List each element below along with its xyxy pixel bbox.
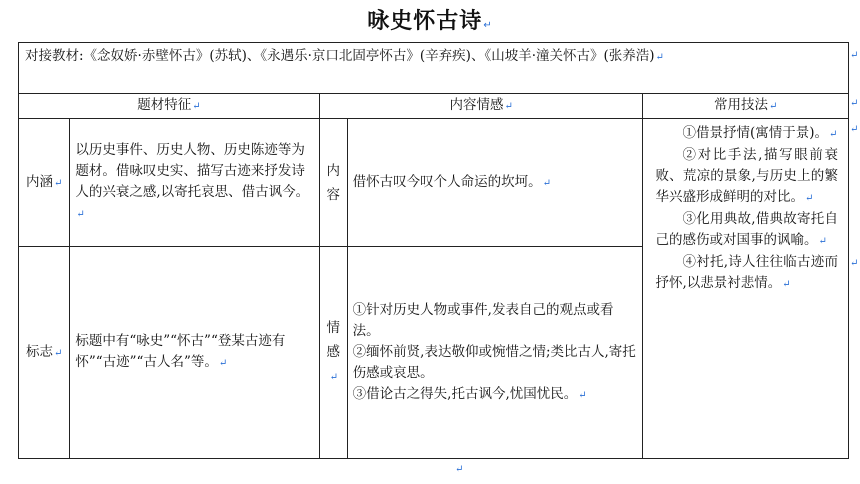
paragraph-mark-icon: ↵ [53, 347, 63, 359]
paragraph-mark-icon: ↵ [542, 177, 552, 189]
end-paragraph-mark-icon: ↵ [455, 464, 464, 475]
paragraph-mark-icon: ↵ [804, 193, 814, 204]
content-text: 借怀古叹今叹个人命运的坎坷。↵ [347, 119, 643, 247]
row-end-mark-icon: ↵ [850, 50, 859, 61]
sign-text: 标题中有“咏史”“怀古”“登某古迹有怀”“古迹”“古人名”等。↵ [70, 247, 320, 459]
row-end-mark-icon: ↵ [850, 98, 859, 109]
paragraph-mark-icon: ↵ [504, 101, 513, 112]
paragraph-mark-icon: ↵ [782, 279, 791, 290]
emotion-item: ③借论古之得失,托古讽今,忧国忧民。↵ [352, 385, 587, 402]
paragraph-mark-icon: ↵ [578, 389, 587, 401]
paragraph-mark-icon: ↵ [829, 129, 838, 140]
row-end-mark-icon: ↵ [850, 258, 859, 269]
paragraph-mark-icon: ↵ [818, 236, 827, 247]
poetry-table [18, 42, 849, 459]
paragraph-mark-icon: ↵ [53, 177, 63, 189]
technique-item: ③化用典故,借典故寄托自己的感伤或对国事的讽喻。↵ [655, 211, 838, 248]
paragraph-mark-icon: ↵ [483, 20, 493, 31]
header-techniques: 常用技法↵ [643, 94, 849, 119]
row-end-mark-icon: ↵ [850, 124, 859, 135]
textbook-intro-cell: 对接教材:《念奴娇·赤壁怀古》(苏轼)、《永遇乐·京口北固亭怀古》(辛弃疾)、《山坡羊·潼关怀古》(张养浩)↵ [19, 43, 849, 94]
techniques-cell [643, 119, 849, 459]
technique-item: ④衬托,诗人往往临古迹而抒怀,以悲景衬悲情。↵ [655, 254, 838, 291]
technique-item: ①借景抒情(寓情于景)。↵ [682, 125, 838, 141]
header-content-emotion: 内容情感↵ [319, 94, 643, 119]
connotation-label: 内涵↵ [19, 119, 70, 247]
emotion-item: ②缅怀前贤,表达敬仰或惋惜之情;类比古人,寄托伤感或哀思。 [352, 343, 636, 381]
technique-item: ②对比手法,描写眼前衰败、荒凉的景象,与历史上的繁华兴盛形成鲜明的对比。↵ [655, 147, 838, 205]
sign-label: 标志↵ [19, 247, 70, 459]
connotation-text: 以历史事件、历史人物、历史陈迹等为题材。借咏叹史实、描写古迹来抒发诗人的兴衰之感,以寄托哀思、借古讽今。↵ [70, 119, 320, 247]
paragraph-mark-icon: ↵ [218, 358, 228, 369]
header-features: 题材特征↵ [19, 94, 320, 119]
paragraph-mark-icon: ↵ [329, 371, 338, 383]
emotion-label: 情 感↵ [319, 247, 347, 459]
paragraph-mark-icon: ↵ [769, 101, 778, 112]
paragraph-mark-icon: ↵ [76, 209, 85, 220]
page-title: 咏史怀古诗↵ [367, 9, 493, 34]
content-label: 内 容 [319, 119, 347, 247]
paragraph-mark-icon: ↵ [192, 101, 201, 112]
emotion-text [347, 247, 643, 459]
paragraph-mark-icon: ↵ [655, 52, 664, 63]
emotion-item: ①针对历史人物或事件,发表自己的观点或看法。 [352, 301, 614, 339]
